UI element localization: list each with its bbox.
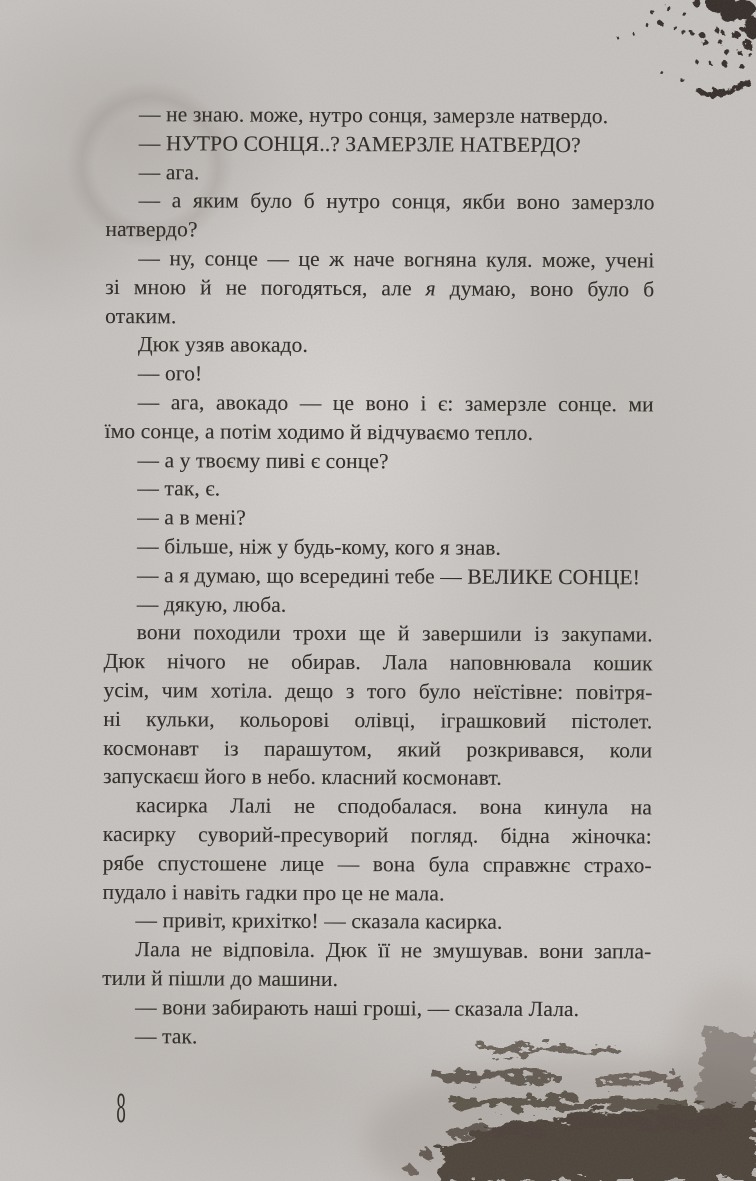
text-line: пудало і навіть гадки про це не мала. [102,879,445,905]
text-line: запускаєш його в небо. класний космонавт. [102,764,502,791]
text-line: — вони забирають наші гроші, — сказала Лала. [134,994,580,1021]
text-line: космонавт із парашутом, який розкривався, коли [103,735,653,762]
text-line: — а яким було б нутро сонця, якби воно замерзло [138,188,655,215]
text-block [102,100,655,1053]
text-line: рябе спустошене лице — вона була справжнє страхо- [102,850,652,878]
text-line: зі мною й не погодяться, але я думаю, воно було б [105,274,655,302]
text-line: ні кульки, кольорові олівці, іграшковий пістолет. [103,706,653,734]
text-line: касирку суворий-пресуворий погляд. бідна жіночка: [102,821,652,849]
text-line: Дюк нічого не обирав. Лала наповнювала кошик [103,649,653,676]
text-line: усім, чим хотіла. дещо з того було неїстівне: повітря- [103,677,653,705]
page-number: 8 [116,1087,127,1131]
text-line: — ага, авокадо — це воно і є: замерзле сонце. ми [137,390,654,417]
text-line: — а в мені? [137,505,246,530]
text-line: Лала не відповіла. Дюк її не змушував. вони запла- [135,937,652,964]
text-line: вони походили трохи ще й завершили із закупами. [136,620,653,647]
text-line: — привіт, крихітко! — сказала касирка. [135,908,503,935]
text-line: — більше, ніж у будь-кому, кого я знав. [137,534,501,560]
grunge-brush-bottom-right [405,1032,756,1181]
text-line: — не знаю. може, нутро сонця, замерзле натвердо. [138,102,609,129]
text-line: — дякую, люба. [136,591,287,617]
text-line: — ага. [138,159,200,185]
text-line: касирка Лалі не сподобалася. вона кинула на [135,793,652,820]
text-line: — НУТРО СОНЦЯ..? ЗАМЕРЗЛЕ НАТВЕРДО? [138,130,581,157]
text-line: — ого! [137,361,203,386]
text-line: отаким. [105,303,177,328]
text-line: тили й пішли до машини. [102,965,339,991]
text-line: — а я думаю, що всередині тебе — ВЕЛИКЕ СОНЦЕ! [136,562,640,590]
text-line: їмо сонце, а потім ходимо й відчуваємо тепло. [104,418,534,445]
text-line: — а у твоєму пиві є сонце? [137,447,389,473]
text-line: — так. [134,1023,198,1048]
text-line: — ну, сонце — це ж наче вогняна куля. може, учені [138,246,655,273]
text-line: — так, є. [137,476,221,501]
text-line: натвердо? [105,217,198,242]
ink-splatter-top-right [617,0,756,96]
text-line: Дюк узяв авокадо. [137,332,308,358]
